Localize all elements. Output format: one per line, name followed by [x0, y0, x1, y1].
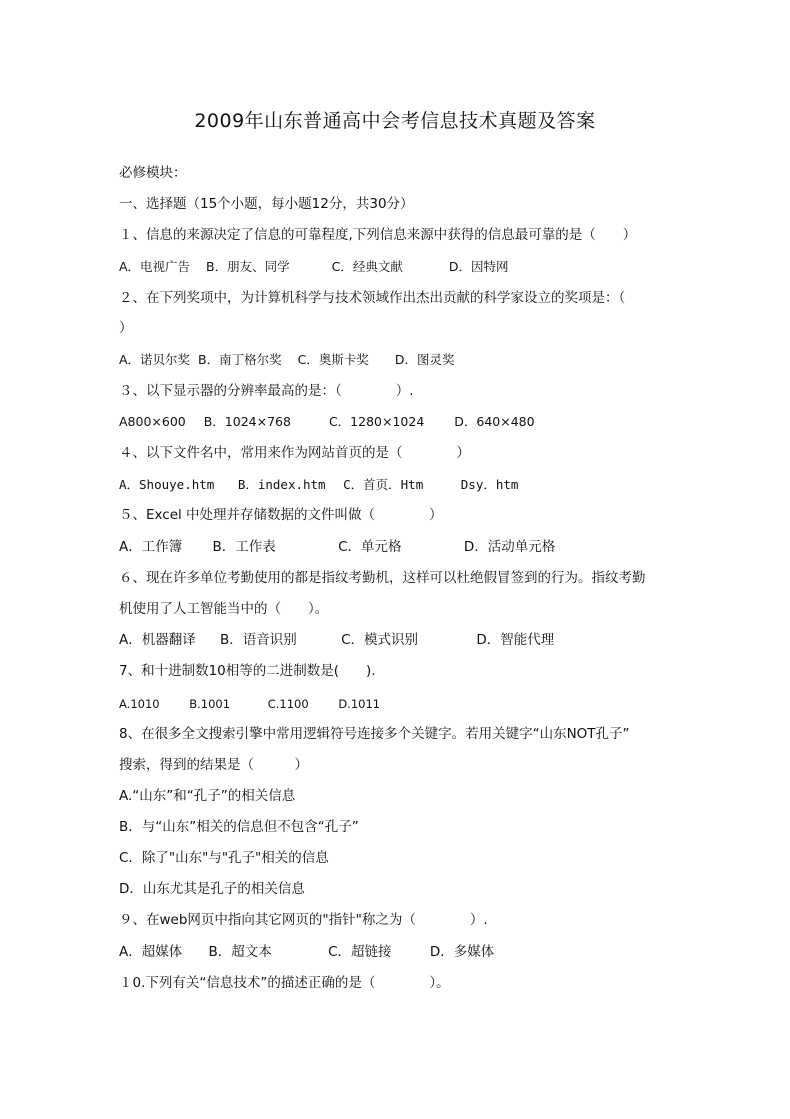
option-b: B．南丁格尔奖	[198, 352, 282, 367]
question-2-options	[119, 351, 454, 369]
option-c: C．经典文献	[331, 259, 403, 274]
option-c: C．1280×1024	[328, 414, 425, 429]
question-5-options	[119, 538, 555, 556]
option-c: C.1100	[267, 697, 309, 711]
option-a: A．Shouye.htm	[119, 477, 215, 492]
question-8-option-d: D．山东尤其是孔子的相关信息	[119, 881, 305, 897]
option-c: C．首页．Htm	[343, 477, 424, 492]
option-d: D．活动单元格	[463, 539, 556, 555]
option-b: B．超文本	[208, 944, 272, 960]
section-heading: 必修模块：	[119, 165, 187, 181]
question-7-options	[119, 695, 380, 713]
question-4-stem: ４、以下文件名中，常用来作为网站首页的是（ ）	[119, 445, 470, 461]
option-b: B．1024×768	[203, 414, 291, 429]
option-d: D．智能代理	[476, 632, 555, 648]
option-d: D．因特网	[448, 259, 509, 274]
option-d: D.1011	[338, 697, 381, 711]
question-8-option-b: B．与“山东”相关的信息但不包含“孔子”	[119, 819, 359, 835]
option-d: D．多媒体	[429, 944, 495, 960]
option-a: A．诺贝尔奖	[119, 352, 191, 367]
question-7-stem: 7、和十进制数10相等的二进制数是( ).	[119, 663, 376, 679]
question-6-options	[119, 631, 554, 649]
question-8-stem: 8、在很多全文搜索引擎中常用逻辑符号连接多个关键字。若用关键字“山东NOT孔子”	[119, 726, 630, 742]
option-d: D．图灵奖	[394, 352, 455, 367]
question-1-options	[119, 258, 508, 276]
question-8-option-a: A.“山东”和“孔子”的相关信息	[119, 788, 296, 804]
option-a: A．超媒体	[119, 944, 183, 960]
option-a: A．电视广告	[119, 259, 191, 274]
question-3-options	[119, 413, 535, 431]
option-b: B．朋友、同学	[206, 259, 290, 274]
question-8-option-c: C．除了"山东"与"孔子"相关的信息	[119, 850, 329, 866]
option-a: A800×600	[119, 414, 186, 429]
question-6-stem-cont: 机使用了人工智能当中的（ ）。	[119, 601, 329, 617]
question-6-stem: ６、现在许多单位考勤使用的都是指纹考勤机，这样可以杜绝假冒签到的行为。指纹考勤	[119, 570, 646, 586]
option-c: C．超链接	[328, 944, 392, 960]
option-c: C．单元格	[338, 539, 402, 555]
option-d: D．640×480	[454, 414, 535, 429]
question-3-stem: ３、以下显示器的分辨率最高的是：（ ）.	[119, 383, 414, 399]
question-9-stem: ９、在web网页中指向其它网页的"指针"称之为（ ）.	[119, 912, 488, 928]
option-b: B．语音识别	[220, 632, 297, 648]
part-heading: 一、选择题（15个小题，每小题12分，共30分）	[119, 196, 414, 212]
option-b: B．index.htm	[237, 477, 326, 492]
option-c: C．奥斯卡奖	[297, 352, 369, 367]
question-5-stem: ５、Excel 中处理并存储数据的文件叫做（ ）	[119, 507, 443, 523]
question-10-stem: １0.下列有关“信息技术”的描述正确的是（ ）。	[119, 975, 450, 991]
page-title: 2009年山东普通高中会考信息技术真题及答案	[194, 110, 596, 132]
option-b: B．工作表	[212, 539, 276, 555]
option-a: A.1010	[119, 697, 160, 711]
option-d: Dsy．htm	[460, 477, 519, 492]
question-8-stem-cont: 搜索，得到的结果是（ ）	[119, 757, 308, 773]
option-c: C．模式识别	[341, 632, 419, 648]
question-2-stem: ２、在下列奖项中，为计算机科学与技术领域作出杰出贡献的科学家设立的奖项是：（	[119, 290, 626, 306]
option-b: B.1001	[189, 697, 231, 711]
option-a: A．工作簿	[119, 539, 183, 555]
question-4-options	[119, 476, 518, 494]
question-2-stem-cont: ）	[119, 320, 133, 336]
question-9-options	[119, 943, 494, 961]
option-a: A．机器翻译	[119, 632, 196, 648]
question-1-stem: １、信息的来源决定了信息的可靠程度,下列信息来源中获得的信息最可靠的是（ ）	[119, 227, 637, 243]
